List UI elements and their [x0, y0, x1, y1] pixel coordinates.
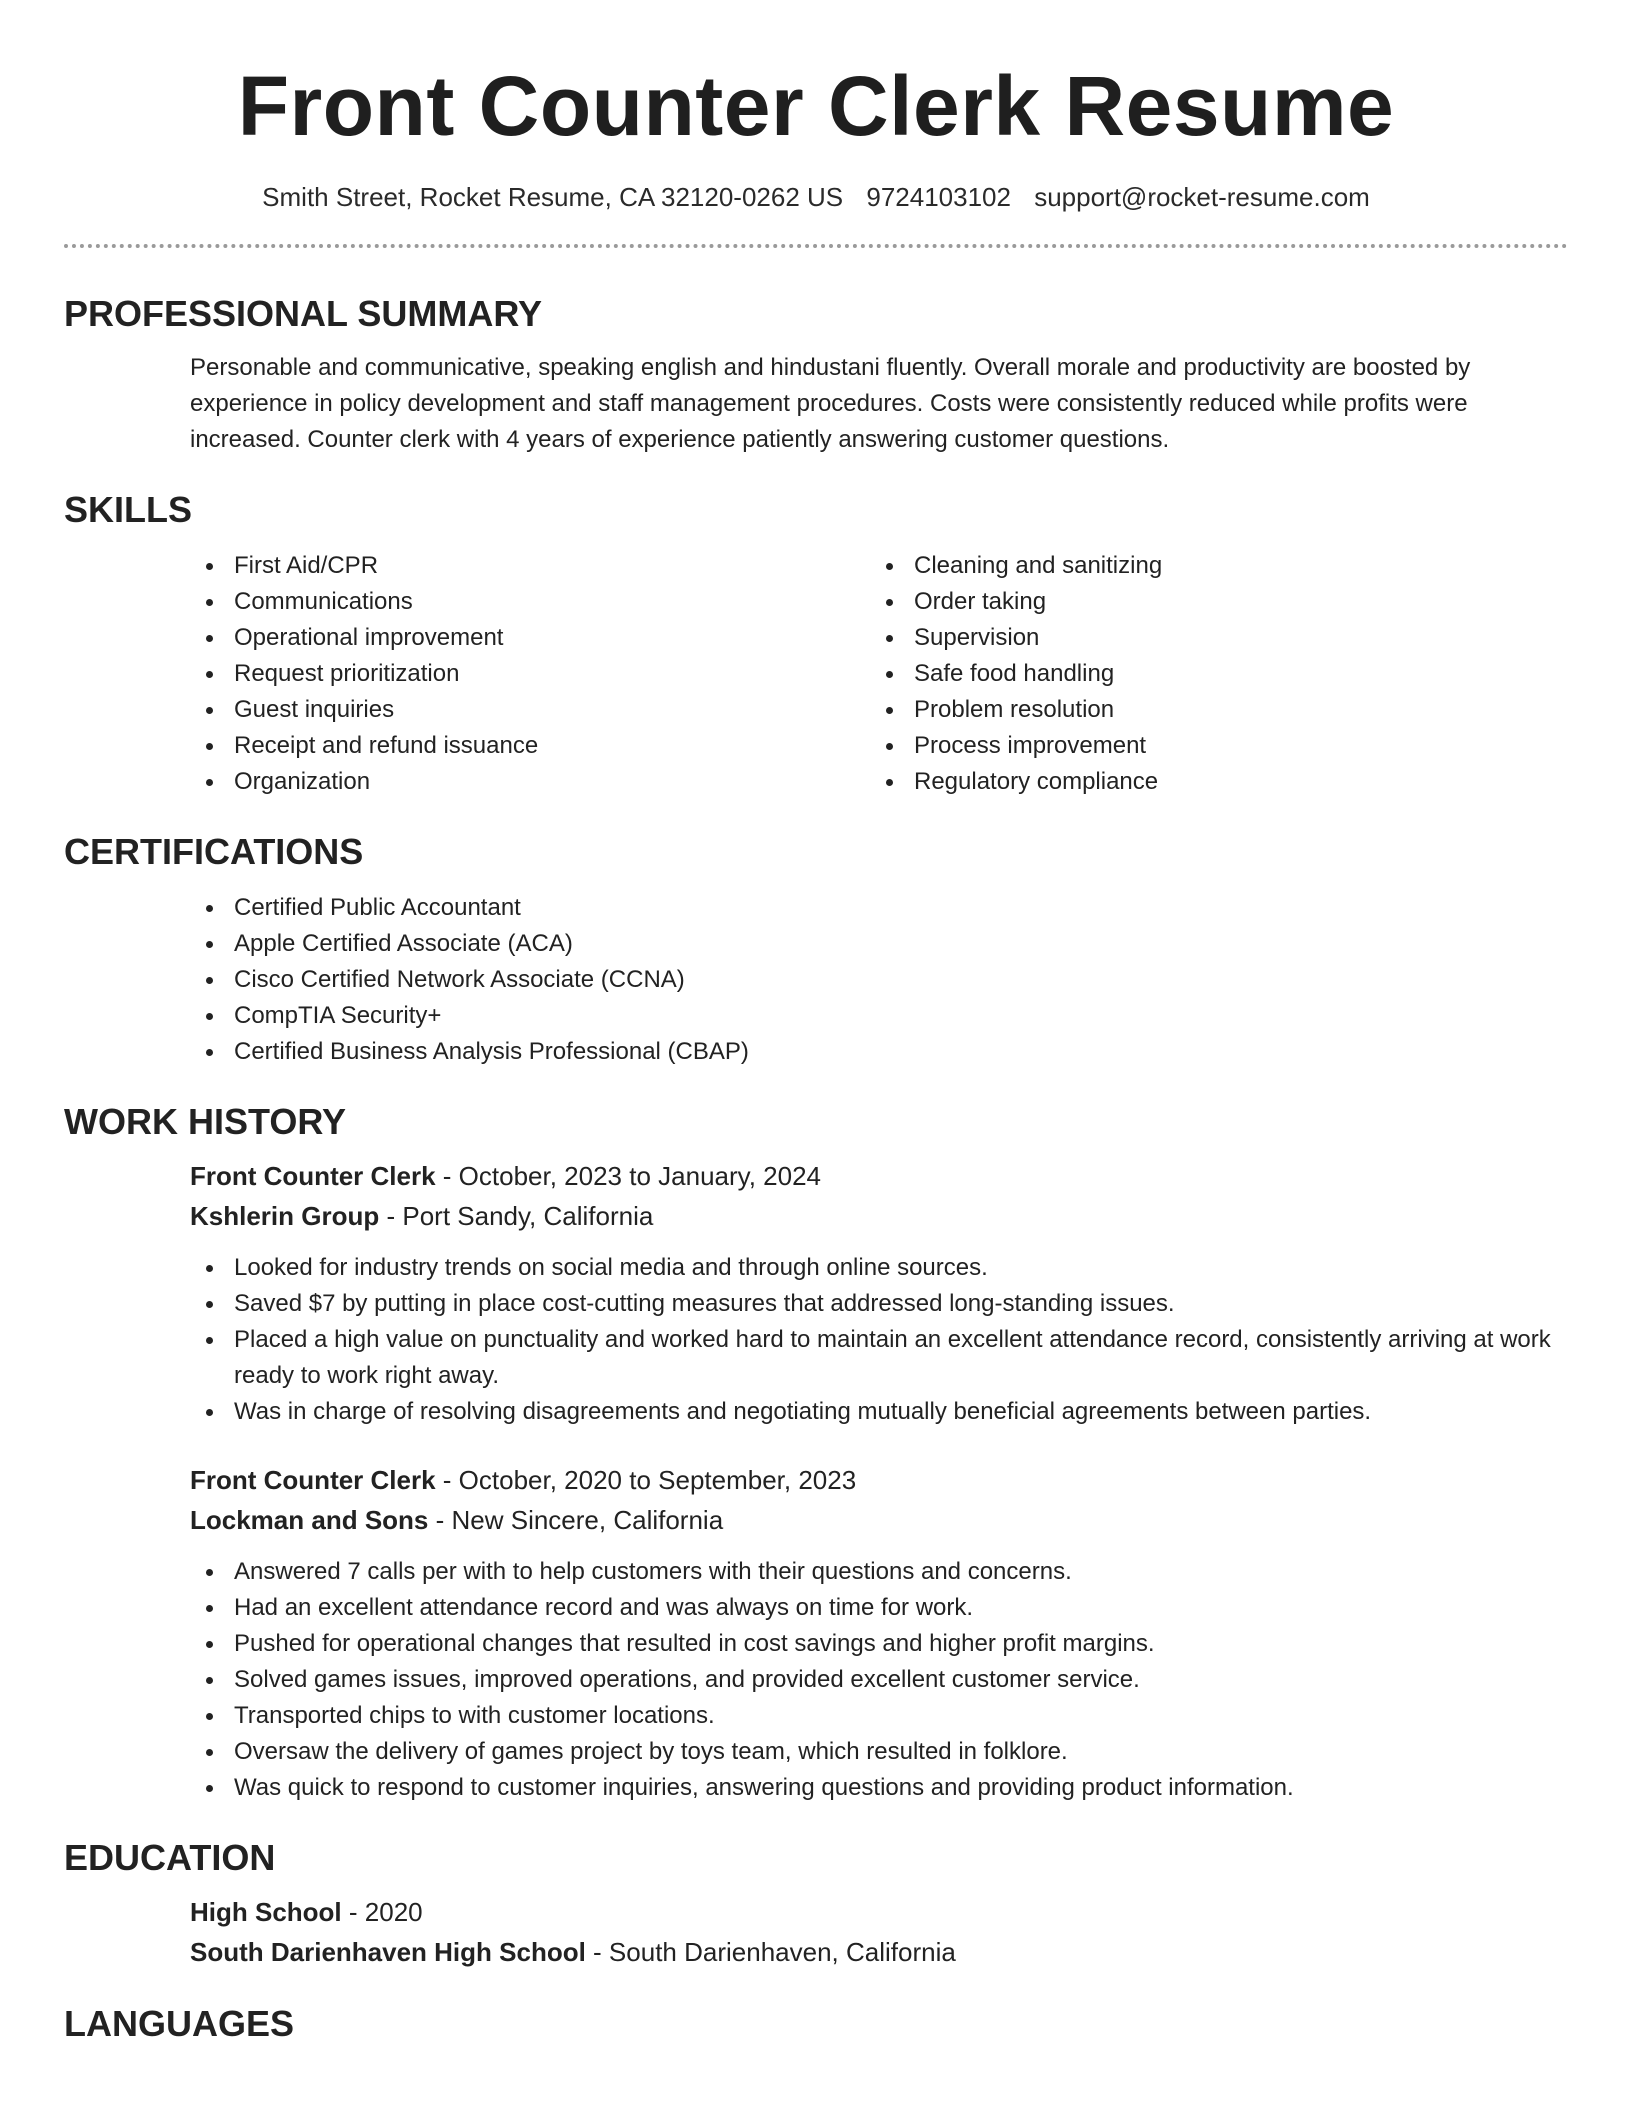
list-item: Safe food handling — [870, 656, 1550, 692]
list-item: First Aid/CPR — [190, 548, 870, 584]
skills-list-left — [190, 548, 870, 800]
list-item: Answered 7 calls per with to help customers with their questions and concerns. — [190, 1554, 1568, 1590]
education-degree: High School — [190, 1897, 342, 1927]
list-item: Operational improvement — [190, 620, 870, 656]
list-item: Pushed for operational changes that resulted in cost savings and higher profit margins. — [190, 1626, 1568, 1662]
list-item: Problem resolution — [870, 692, 1550, 728]
skills-section — [64, 488, 1568, 800]
list-item: Request prioritization — [190, 656, 870, 692]
education-year: - 2020 — [341, 1897, 423, 1927]
job-title: Front Counter Clerk — [190, 1465, 436, 1495]
list-item: Transported chips to with customer locations. — [190, 1698, 1568, 1734]
list-item: Was quick to respond to customer inquiries, answering questions and providing product information. — [190, 1770, 1568, 1806]
job-dates: - October, 2020 to September, 2023 — [435, 1465, 857, 1495]
certifications-list — [190, 890, 1568, 1070]
education-heading: EDUCATION — [64, 1837, 276, 1878]
list-item: Oversaw the delivery of games project by toys team, which resulted in folklore. — [190, 1734, 1568, 1770]
skills-heading: SKILLS — [64, 489, 193, 530]
summary-text: Personable and communicative, speaking english and hindustani fluently. Overall morale and productivity are boosted by experience in policy development and staff management procedures. Costs were consistently reduced while profits were increased. Counter clerk with 4 years of experience patiently answering customer questions. — [190, 354, 1471, 453]
job-title-line — [190, 1460, 1568, 1500]
education-school: South Darienhaven High School — [190, 1937, 586, 1967]
education-section — [64, 1836, 1568, 1972]
list-item: Receipt and refund issuance — [190, 728, 870, 764]
job-duties — [190, 1250, 1568, 1430]
certifications-section — [64, 830, 1568, 1070]
job-company-line — [190, 1500, 1568, 1540]
job-entry — [64, 1156, 1568, 1430]
list-item: Guest inquiries — [190, 692, 870, 728]
contact-phone: 9724103102 — [866, 182, 1011, 212]
list-item: Saved $7 by putting in place cost-cutting measures that addressed long-standing issues. — [190, 1286, 1568, 1322]
list-item: Looked for industry trends on social media and through online sources. — [190, 1250, 1568, 1286]
list-item: Order taking — [870, 584, 1550, 620]
list-item: Organization — [190, 764, 870, 800]
job-location: - New Sincere, California — [428, 1505, 724, 1535]
job-company: Lockman and Sons — [190, 1505, 429, 1535]
job-entry — [64, 1460, 1568, 1806]
job-duties — [190, 1554, 1568, 1806]
list-item: Had an excellent attendance record and was always on time for work. — [190, 1590, 1568, 1626]
job-title: Front Counter Clerk — [190, 1161, 436, 1191]
contact-email: support@rocket-resume.com — [1034, 182, 1370, 212]
list-item: Cisco Certified Network Associate (CCNA) — [190, 962, 1568, 998]
work-history-heading: WORK HISTORY — [64, 1101, 347, 1142]
list-item: Communications — [190, 584, 870, 620]
list-item: Process improvement — [870, 728, 1550, 764]
list-item: Supervision — [870, 620, 1550, 656]
job-location: - Port Sandy, California — [379, 1201, 654, 1231]
skills-list-right — [870, 548, 1550, 800]
list-item: Solved games issues, improved operations, and provided excellent customer service. — [190, 1662, 1568, 1698]
contact-line — [64, 180, 1568, 214]
summary-section — [64, 292, 1568, 458]
list-item: CompTIA Security+ — [190, 998, 1568, 1034]
list-item: Regulatory compliance — [870, 764, 1550, 800]
list-item: Certified Business Analysis Professional (CBAP) — [190, 1034, 1568, 1070]
education-location: - South Darienhaven, California — [585, 1937, 956, 1967]
job-company-line — [190, 1196, 1568, 1236]
job-dates: - October, 2023 to January, 2024 — [435, 1161, 822, 1191]
job-company: Kshlerin Group — [190, 1201, 380, 1231]
resume-title: Front Counter Clerk Resume — [237, 59, 1395, 153]
list-item: Certified Public Accountant — [190, 890, 1568, 926]
list-item: Placed a high value on punctuality and worked hard to maintain an excellent attendance record, consistently arriving at work ready to work right away. — [190, 1322, 1568, 1394]
languages-section — [64, 2002, 1568, 2046]
education-school-line — [190, 1932, 1568, 1972]
work-history-section — [64, 1100, 1568, 1806]
header-divider — [64, 244, 1568, 248]
job-title-line — [190, 1156, 1568, 1196]
contact-address: Smith Street, Rocket Resume, CA 32120-0262 US — [262, 182, 844, 212]
summary-heading: PROFESSIONAL SUMMARY — [64, 293, 543, 334]
education-degree-line — [190, 1892, 1568, 1932]
languages-heading: LANGUAGES — [64, 2003, 295, 2044]
list-item: Cleaning and sanitizing — [870, 548, 1550, 584]
list-item: Was in charge of resolving disagreements and negotiating mutually beneficial agreements between parties. — [190, 1394, 1568, 1430]
certifications-heading: CERTIFICATIONS — [64, 831, 364, 872]
list-item: Apple Certified Associate (ACA) — [190, 926, 1568, 962]
